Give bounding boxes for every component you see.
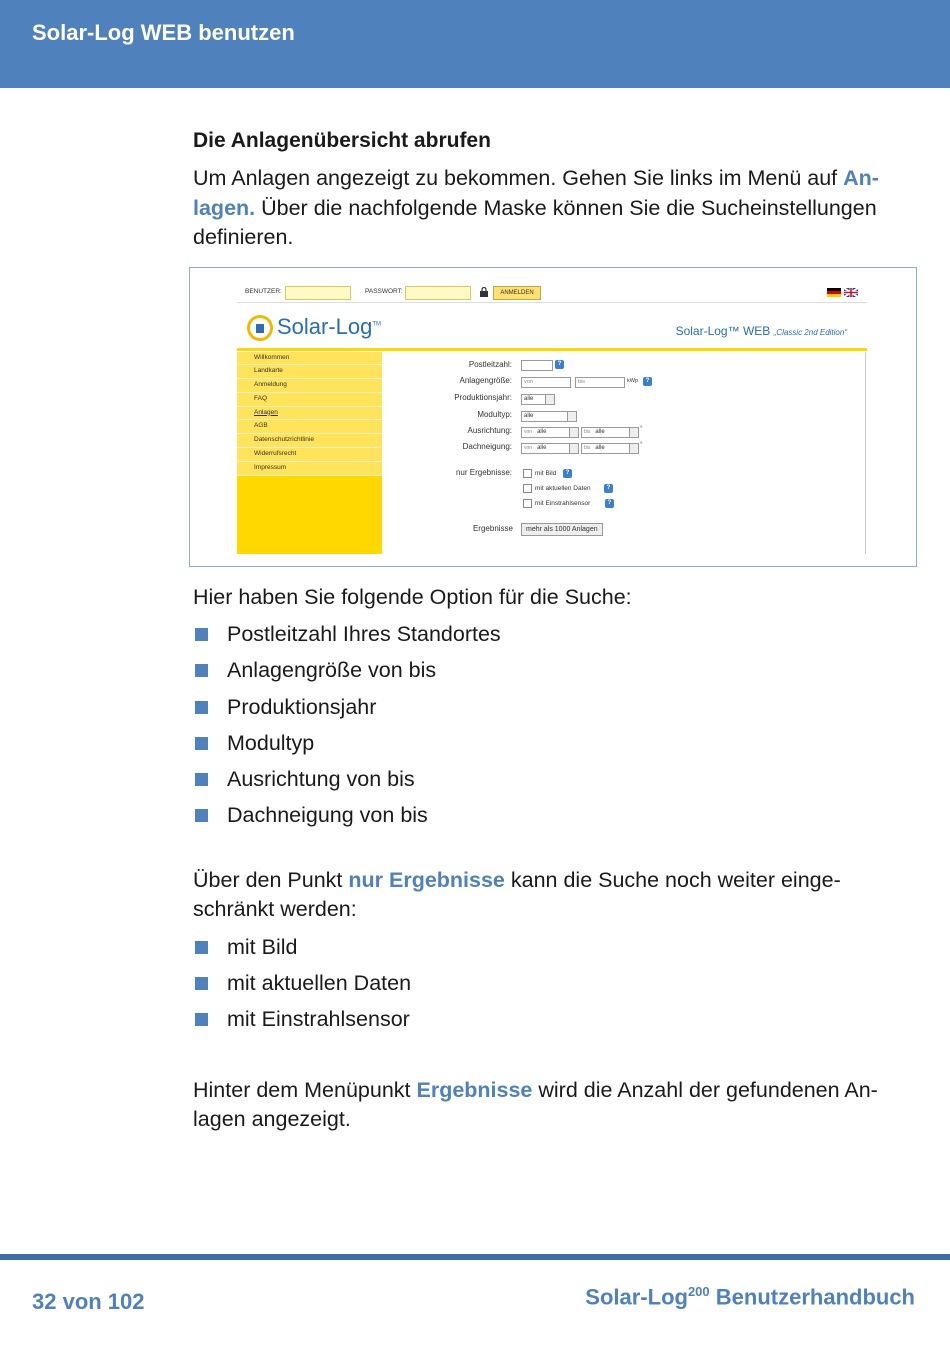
header-divider [237,348,867,351]
list-item-text: mit aktuellen Daten [227,971,412,996]
kwp-unit: kWp [627,377,638,384]
menu-item[interactable]: Landkarte [237,365,382,379]
anlagengroesse-label: Anlagengröße: [459,375,512,385]
bullet-square-icon [195,664,208,677]
menu-item[interactable]: AGB [237,420,382,434]
page-content [193,128,918,1135]
groesse-bis-input[interactable]: bis [575,377,625,388]
menu-item[interactable]: Willkommen [237,352,382,366]
modultyp-label: Modultyp: [477,409,512,419]
options-list [193,616,918,834]
postleitzahl-input[interactable] [521,360,553,371]
solarlog-logo [247,314,381,341]
section-heading: Die Anlagenübersicht abrufen [193,129,491,152]
intro-text-after: Über die nachfolgende Maske können Sie die Sucheinstellungen definieren. [193,195,877,249]
header-title: Solar-Log WEB benutzen [32,20,295,45]
list-item-text: Modultyp [227,730,315,755]
modultyp-select[interactable] [521,411,577,422]
tagline-text: Solar-Log™ WEB [675,323,771,338]
dachneigung-bis-value: alle [595,444,605,451]
result-text: Hinter dem Menüpunkt [193,1077,417,1102]
options-intro: Hier haben Sie folgende Option für die Suche: [193,584,632,609]
site-tagline [676,324,847,338]
produktionsjahr-value: alle [524,395,534,402]
chevron-down-icon [629,428,638,437]
ausrichtung-label: Ausrichtung: [467,425,512,435]
bullet-square-icon [195,1013,208,1026]
von-label: von [524,444,533,451]
filter-text: Über den Punkt [193,867,349,892]
list-item [193,616,918,652]
ausrichtung-von-select[interactable] [521,427,579,438]
produktionsjahr-select[interactable] [521,394,555,405]
list-item [193,965,918,1001]
ausrichtung-bis-value: alle [595,428,605,435]
solarlog-logo-icon [247,315,273,341]
footer-brand-name: Solar-Log [585,1284,688,1310]
chevron-down-icon [567,412,576,421]
produktionsjahr-label: Produktionsjahr: [454,392,512,402]
chevron-down-icon [545,395,554,404]
list-item [193,689,918,725]
login-bar [237,280,867,303]
footer-brand-sup: 200 [687,1284,710,1299]
bis-label: bis [584,444,591,451]
groesse-von-input[interactable]: von [521,377,571,388]
dachneigung-von-value: alle [537,444,547,451]
list-item-text: Ausrichtung von bis [227,767,415,792]
degree-sign: ° [640,424,643,432]
help-icon[interactable]: ? [555,360,564,369]
intro-text: Um Anlagen angezeigt zu bekommen. Gehen Sie links im Menü auf [193,166,844,190]
bullet-square-icon [195,941,208,954]
tagline-edition: „Classic 2nd Edition“ [773,327,847,337]
degree-sign: ° [640,440,643,448]
bullet-square-icon [195,977,208,990]
bis-label: bis [584,428,591,435]
list-item-text: Anlagengröße von bis [227,658,437,683]
list-item-text: Produktionsjahr [227,694,377,719]
login-button[interactable]: ANMELDEN [493,286,541,300]
ergebnisse-label: Ergebnisse [472,523,513,533]
bullet-square-icon [195,809,208,822]
ergebnisse-highlight: Ergebnisse [416,1077,533,1102]
pass-label: PASSWORT: [365,287,403,295]
page-number: 32 von 102 [32,1289,145,1314]
solarlog-web-page [237,280,867,554]
mit-einstrahlsensor-checkbox[interactable] [523,499,532,508]
logo-text: Solar-Log [277,313,373,339]
nur-ergebnisse-highlight: nur Ergebnisse [348,867,505,892]
help-icon[interactable]: ? [643,377,652,386]
list-item-text: Postleitzahl Ihres Standortes [227,622,501,646]
password-input[interactable] [405,286,471,300]
postleitzahl-label: Postleitzahl: [468,359,512,369]
logo-tm: TM [372,321,382,328]
german-flag-icon[interactable] [827,288,841,297]
list-item [193,725,918,761]
ergebnisse-button[interactable]: mehr als 1000 Anlagen [521,523,603,536]
dachneigung-label: Dachneigung: [462,441,512,451]
chevron-down-icon [629,444,638,453]
lock-icon [480,287,488,297]
list-item-text: Dachneigung von bis [227,803,428,828]
footer-divider [0,1254,950,1260]
list-item [193,797,918,833]
help-icon[interactable]: ? [604,484,613,493]
list-item [193,929,918,965]
menu-item[interactable]: Impressum [237,462,382,476]
content-border [865,352,866,554]
footer-brand [585,1284,915,1310]
menu-item[interactable]: Anmeldung [237,379,382,393]
von-label: von [524,428,533,435]
mit-bild-label: mit Bild [535,469,557,477]
help-icon[interactable]: ? [563,469,572,478]
filter-list [193,929,918,1038]
menu-item[interactable]: FAQ [237,393,382,407]
ausrichtung-bis-select[interactable] [581,427,639,438]
mit-aktuellen-daten-checkbox[interactable] [523,484,532,493]
result-paragraph [193,1076,918,1135]
bullet-square-icon [195,737,208,750]
menu-item-anlagen[interactable]: Anlagen [237,407,382,421]
mit-bild-checkbox[interactable] [523,469,532,478]
list-item [193,761,918,797]
page-header [0,0,950,88]
list-item-text: mit Bild [227,934,298,959]
chevron-down-icon [569,444,578,453]
uk-flag-icon[interactable] [844,288,858,297]
help-icon[interactable]: ? [605,499,614,508]
result-text-after: wird die Anzahl der gefundenen An- lagen angezeigt. [193,1077,878,1132]
list-item-text: mit Einstrahlsensor [227,1007,410,1032]
website-screenshot [189,267,917,567]
bullet-square-icon [195,773,208,786]
user-label: BENUTZER: [245,287,282,295]
dachneigung-von-select[interactable] [521,443,579,454]
intro-paragraph [193,164,918,253]
chevron-down-icon [569,428,578,437]
user-input[interactable] [285,286,351,300]
list-item [193,652,918,688]
modultyp-value: alle [524,412,534,419]
filter-paragraph [193,866,918,925]
menu-item[interactable]: Datenschutzrichtlinie [237,434,382,448]
mit-einstrahlsensor-label: mit Einstrahlsensor [535,499,591,507]
ausrichtung-von-value: alle [537,428,547,435]
filter-text-after: kann die Suche noch weiter einge- schränkt werden: [193,867,841,922]
nur-ergebnisse-label: nur Ergebnisse: [455,467,512,477]
site-sidebar-menu [237,352,382,554]
footer-brand-rest: Benutzerhandbuch [709,1284,915,1310]
anlagen-link-text: An- lagen. [193,166,879,220]
mit-aktuellen-daten-label: mit aktuellen Daten [535,484,591,492]
dachneigung-bis-select[interactable] [581,443,639,454]
bullet-square-icon [195,628,208,641]
list-item [193,1001,918,1037]
bullet-square-icon [195,701,208,714]
menu-item[interactable]: Widerrufsrecht [237,448,382,462]
